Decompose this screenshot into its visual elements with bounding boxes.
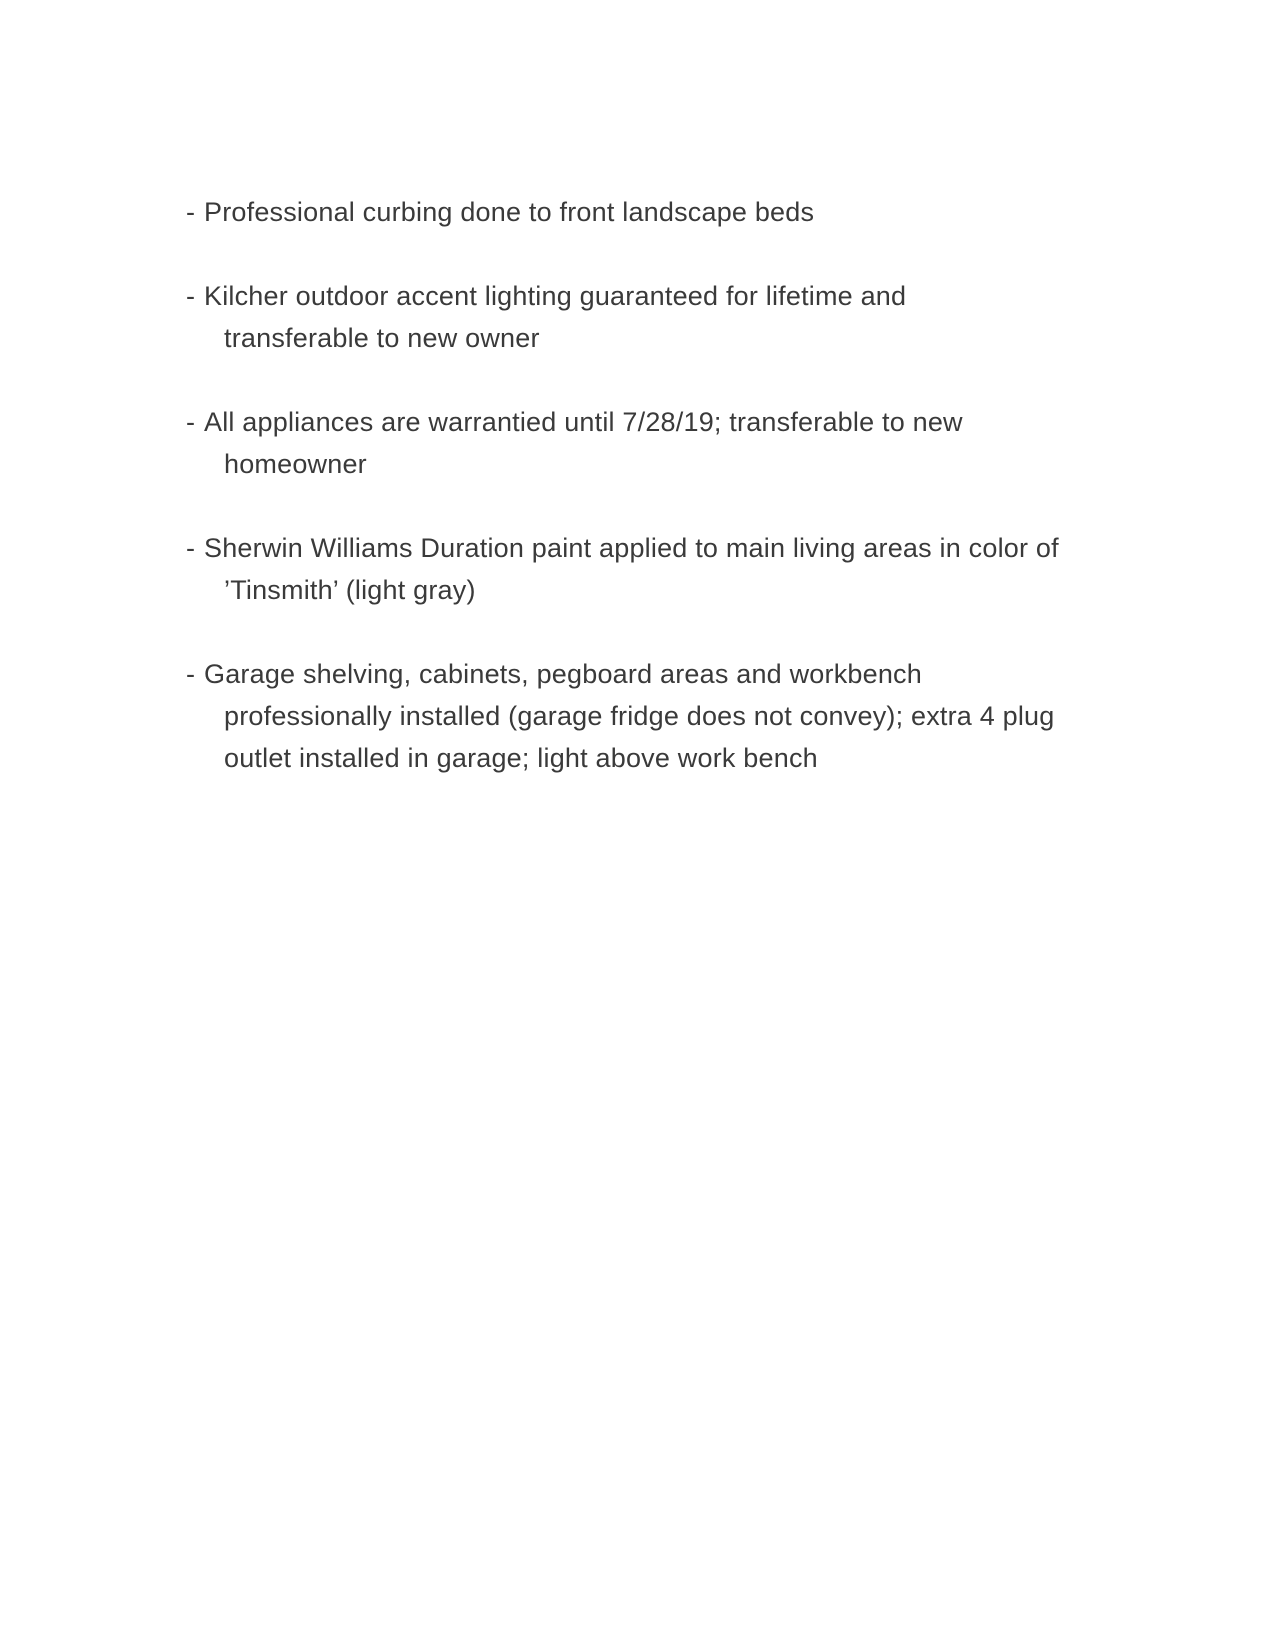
bullet-line: homeowner [224, 449, 367, 479]
list-item [186, 191, 1105, 233]
bullet-line: Kilcher outdoor accent lighting guaranteed for lifetime and [204, 281, 907, 311]
bullet-line: All appliances are warrantied until 7/28/19; transferable to new [204, 407, 963, 437]
bullet-dash: - [186, 281, 196, 311]
bullet-line: ’Tinsmith’ (light gray) [224, 575, 476, 605]
bullet-dash: - [186, 659, 196, 689]
bullet-line: transferable to new owner [224, 323, 540, 353]
list-item [186, 401, 1105, 485]
bullet-line: Sherwin Williams Duration paint applied to main living areas in color of [204, 533, 1059, 563]
bullet-line: professionally installed (garage fridge does not convey); extra 4 plug [224, 701, 1055, 731]
bullet-line: Professional curbing done to front landscape beds [204, 197, 815, 227]
list-item [186, 527, 1105, 611]
bullet-dash: - [186, 407, 196, 437]
bullet-dash: - [186, 197, 196, 227]
list-item [186, 653, 1105, 779]
bullet-line: outlet installed in garage; light above work bench [224, 743, 818, 773]
bullet-dash: - [186, 533, 196, 563]
list-item [186, 275, 1105, 359]
bullet-line: Garage shelving, cabinets, pegboard areas and workbench [204, 659, 922, 689]
